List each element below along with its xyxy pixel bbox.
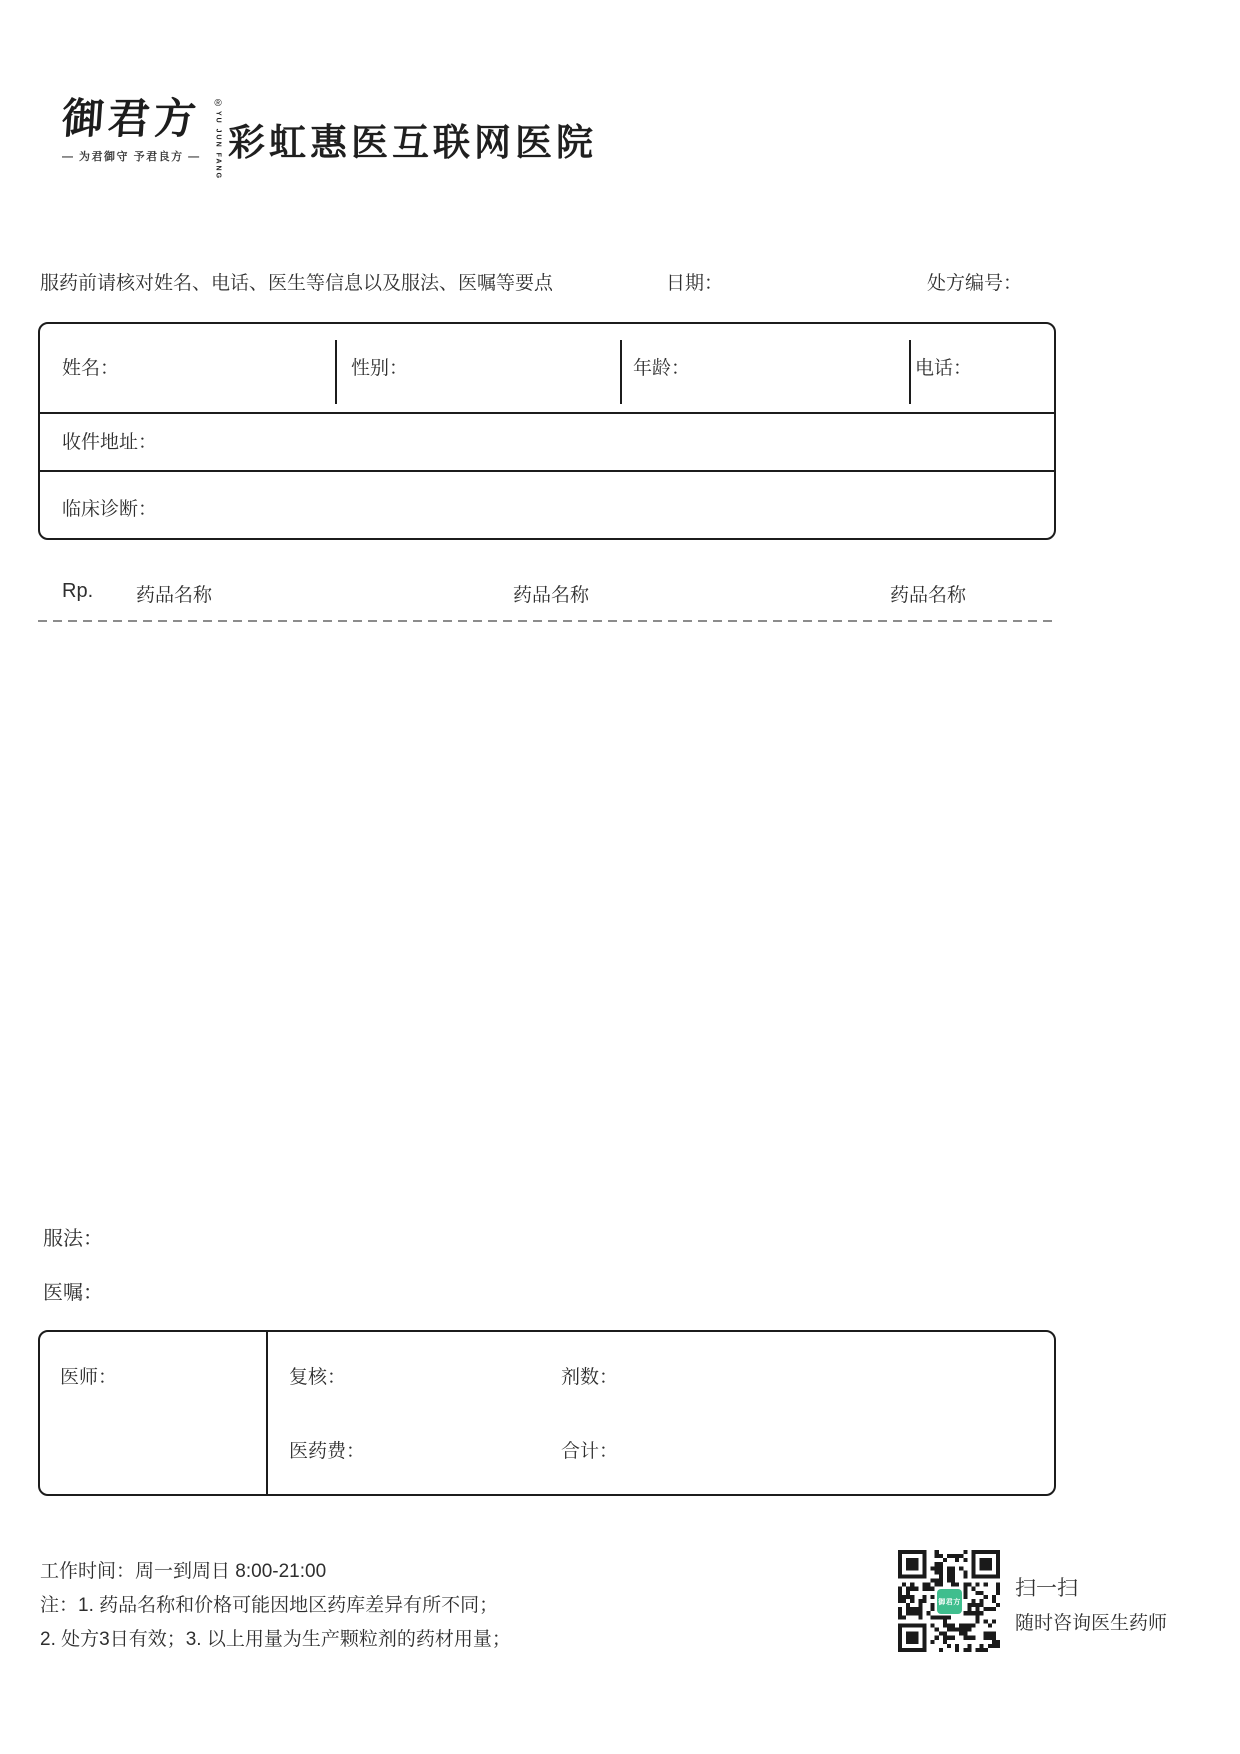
- doctor-advice-label: 医嘱：: [43, 1282, 103, 1304]
- rp-label: Rp.: [62, 580, 94, 602]
- patient-age-label: 年龄：: [633, 358, 691, 379]
- registered-trademark-icon: ®: [214, 98, 222, 109]
- column-divider: [266, 1332, 268, 1494]
- rp-header-row: [0, 580, 1240, 608]
- patient-gender-label: 性别：: [351, 358, 409, 379]
- review-label: 复核：: [289, 1367, 347, 1388]
- hospital-name: 彩虹惠医互联网医院: [228, 122, 597, 163]
- physician-label: 医师：: [60, 1367, 118, 1388]
- patient-name-label: 姓名：: [62, 358, 120, 379]
- brand-logo: [60, 94, 222, 181]
- footer-note-2: 2. 处方3日有效；3. 以上用量为生产颗粒剂的药材用量；: [40, 1629, 511, 1650]
- total-label: 合计：: [561, 1441, 619, 1462]
- column-divider: [909, 340, 911, 404]
- qr-code: [898, 1550, 1000, 1652]
- row-divider: [40, 470, 1054, 472]
- column-divider: [335, 340, 337, 404]
- patient-phone-label: 电话：: [915, 358, 973, 379]
- working-hours: 工作时间：周一到周日 8:00-21:00: [40, 1561, 327, 1582]
- meta-row: [0, 268, 1240, 296]
- verification-notice: 服药前请核对姓名、电话、医生等信息以及服法、医嘱等要点: [40, 273, 554, 294]
- medical-fee-label: 医药费：: [289, 1441, 366, 1462]
- shipping-address-label: 收件地址：: [62, 432, 158, 453]
- brand-logo-text: 御君方: [60, 94, 202, 143]
- patient-info-box: [38, 322, 1056, 540]
- row-divider: [40, 412, 1054, 414]
- consult-caption: 随时咨询医生药师: [1015, 1613, 1168, 1634]
- drug-name-column-header: 药品名称: [136, 585, 213, 606]
- date-label: 日期：: [666, 273, 724, 294]
- column-divider: [620, 340, 622, 404]
- drug-name-column-header: 药品名称: [513, 585, 590, 606]
- drug-name-column-header: 药品名称: [890, 585, 967, 606]
- prescription-number-label: 处方编号：: [927, 273, 1023, 294]
- dashed-separator: [38, 620, 1056, 622]
- scan-caption: 扫一扫: [1015, 1577, 1078, 1600]
- footer-note-1: 注：1. 药品名称和价格可能因地区药库差异有所不同；: [40, 1595, 499, 1616]
- qr-center-logo: 御君方: [937, 1589, 962, 1614]
- brand-logo-vertical-text: YU JUN FANG: [214, 111, 222, 181]
- clinical-diagnosis-label: 临床诊断：: [62, 499, 158, 520]
- summary-box: [38, 1330, 1056, 1496]
- usage-label: 服法：: [43, 1228, 103, 1250]
- doses-label: 剂数：: [561, 1367, 619, 1388]
- brand-tagline: — 为君御守 予君良方 —: [62, 151, 201, 164]
